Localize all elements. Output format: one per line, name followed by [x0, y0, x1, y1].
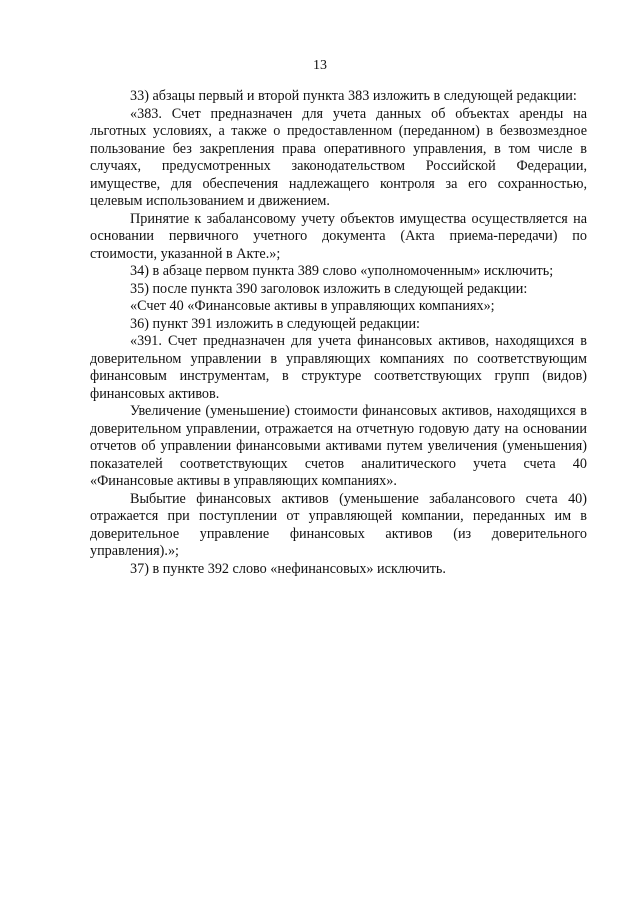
page-number: 13	[313, 58, 327, 73]
paragraph-33: 33) абзацы первый и второй пункта 383 изложить в следующей редакции:	[130, 88, 577, 104]
paragraph-37: 37) в пункте 392 слово «нефинансовых» исключить.	[130, 560, 446, 577]
paragraph-391-definition: «391. Счет предназначен для учета финансовых активов, находящихся в доверительном управлении в управляющих компаниях по соответствующим финансовым инструментам, в структуре соответствующих групп (видов) финансовых активов.	[90, 333, 587, 402]
paragraph-391-change: Увеличение (уменьшение) стоимости финансовых активов, находящихся в доверительном управлении, отражается на отчетную годовую дату на основании отчетов об управлении финансовыми активами путем увеличения (уменьшения) показателей соответствующих счетов аналитического учета счета 40 «Финансовые активы в управляющих компаниях».	[90, 403, 587, 489]
paragraph-34: 34) в абзаце первом пункта 389 слово «уполномоченным» исключить;	[130, 263, 554, 279]
paragraph-383-definition: «383. Счет предназначен для учета данных об объектах аренды на льготных условиях, а также о предоставленном (переданном) в безвозмездное пользование без закрепления права оперативного управления, в том числе в случаях, предусмотренных законодательством Российской Федерации, имуществе, для обеспечения надлежащего контроля за его сохранностью, целевым использованием и движением.	[90, 105, 587, 209]
paragraph-36: 36) пункт 391 изложить в следующей редакции:	[130, 315, 420, 332]
document-body	[90, 88, 587, 578]
paragraph-391-disposal: Выбытие финансовых активов (уменьшение забалансового счета 40) отражается при поступлении от управляющей компании, переданных им в доверительное управление финансовых активов (из доверительного управления).»;	[90, 490, 587, 559]
paragraph-35: 35) после пункта 390 заголовок изложить в следующей редакции:	[130, 280, 528, 297]
paragraph-383-acceptance: Принятие к забалансовому учету объектов имущества осуществляется на основании первичного учетного документа (Акта приема-передачи) по стоимости, указанной в Акте.»;	[90, 210, 587, 262]
paragraph-account-40-heading: «Счет 40 «Финансовые активы в управляющих компаниях»;	[130, 298, 495, 314]
